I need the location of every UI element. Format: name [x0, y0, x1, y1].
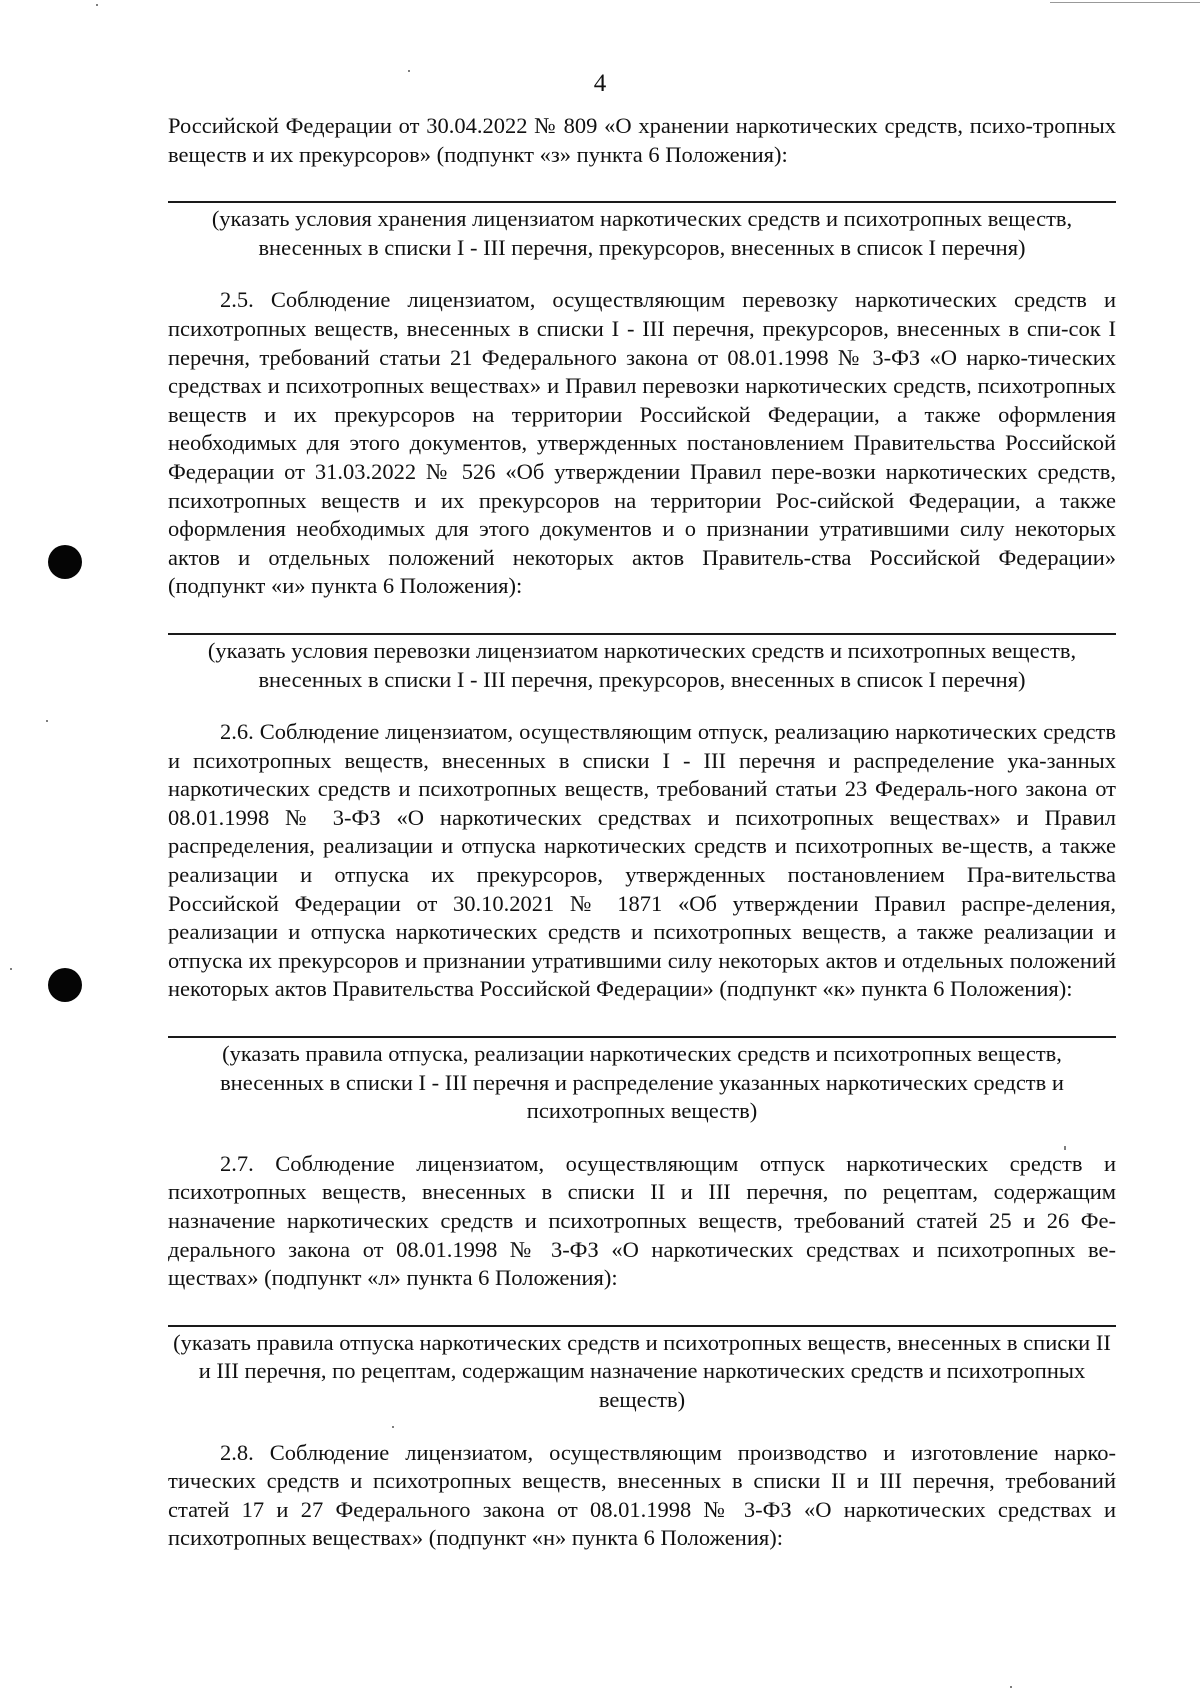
scan-edge-mark [1050, 2, 1200, 3]
punch-hole-lower [48, 968, 82, 1002]
fill-in-caption-3: (указать правила отпуска, реализации наркотических средств и психотропных веществ, внесенных в списки I - III перечня и распределение указанных наркотических средств и психотропных веществ) [220, 1041, 1064, 1124]
scan-speck [10, 968, 12, 970]
scan-speck [46, 720, 48, 722]
scan-speck [96, 4, 98, 6]
section-2-6-paragraph: 2.6. Соблюдение лицензиатом, осуществляющим отпуск, реализацию наркотических средств и психотропных веществ, внесенных в списки I - III перечня и распределение ука-занных наркотических средств и психотропных веществ, требований статьи 23 Федераль-ного закона от 08.01.1998 № 3-ФЗ «О наркотических средствах и психотропных веществах» и Правил распределения, реализации и отпуска наркотических средств и психотропных ве-ществ, а также реализации и отпуска их прекурсоров, утвержденных постановлением Пра-вительства Российской Федерации от 30.10.2021 № 1871 «Об утверждении Правил распре-деления, реализации и отпуска наркотических средств и психотропных веществ, а также реализации и отпуска их прекурсоров и признании утратившими силу некоторых актов и отдельных положений некоторых актов Правительства Российской Федерации» (подпункт «к» пункта 6 Положения): [168, 719, 1116, 1002]
section-2-8-paragraph: 2.8. Соблюдение лицензиатом, осуществляющим производство и изготовление нарко-тических средств и психотропных веществ, внесенных в списки II и III перечня, требований статей 17 и 27 Федерального закона от 08.01.1998 № 3-ФЗ «О наркотических средствах и психотропных веществах» (подпункт «н» пункта 6 Положения): [168, 1439, 1116, 1551]
intro-paragraph: Российской Федерации от 30.04.2022 № 809 «О хранении наркотических средств, психо-тропных веществ и их прекурсоров» (подпункт «з» пункта 6 Положения): [168, 113, 1116, 167]
fill-in-caption-2: (указать условия перевозки лицензиатом наркотических средств и психотропных веществ, внесенных в списки I - III перечня, прекурсоров, внесенных в список I перечня) [207, 637, 1077, 692]
fill-in-caption-4: (указать правила отпуска наркотических средств и психотропных веществ, внесенных в списки II и III перечня, по рецептам, содержащим назначение наркотических средств и психотропных веществ) [173, 1329, 1111, 1412]
scan-speck [1010, 1686, 1012, 1688]
section-2-7-paragraph: 2.7. Соблюдение лицензиатом, осуществляющим отпуск наркотических средств и психотропных веществ, внесенных в списки II и III перечня, по рецептам, содержащим назначение наркотических средств и психотропных веществ, требований статей 25 и 26 Фе-дерального закона от 08.01.1998 № 3-ФЗ «О наркотических средствах и психотропных ве-ществах» (подпункт «л» пункта 6 Положения): [168, 1150, 1116, 1291]
fill-in-line-4 [168, 1325, 1116, 1327]
scan-speck [408, 70, 410, 72]
page-number: 4 [593, 70, 607, 97]
fill-in-line-2 [168, 633, 1116, 635]
fill-in-line-3 [168, 1036, 1116, 1038]
punch-hole-upper [48, 545, 82, 579]
fill-in-line-1 [168, 201, 1116, 203]
document-body [168, 112, 1116, 1553]
fill-in-caption-1: (указать условия хранения лицензиатом наркотических средств и психотропных веществ, внесенных в списки I - III перечня, прекурсоров, внесенных в список I перечня) [211, 206, 1073, 260]
section-2-5-paragraph: 2.5. Соблюдение лицензиатом, осуществляющим перевозку наркотических средств и психотропных веществ, внесенных в списки I - III перечня, прекурсоров, внесенных в спи-сок I перечня, требований статьи 21 Федерального закона от 08.01.1998 № 3-ФЗ «О нарко-тических средствах и психотропных веществах» и Правил перевозки наркотических средств, психотропных веществ и их прекурсоров на территории Российской Федерации, а также оформления необходимых для этого документов, утвержденных постановлением Правительства Российской Федерации от 31.03.2022 № 526 «Об утверждении Правил пере-возки наркотических средств, психотропных веществ и их прекурсоров на территории Рос-сийской Федерации, а также оформления необходимых для этого документов и о признании утратившими силу некоторых актов и отдельных положений некоторых актов Правитель-ства Российской Федерации» (подпункт «и» пункта 6 Положения): [168, 287, 1116, 599]
